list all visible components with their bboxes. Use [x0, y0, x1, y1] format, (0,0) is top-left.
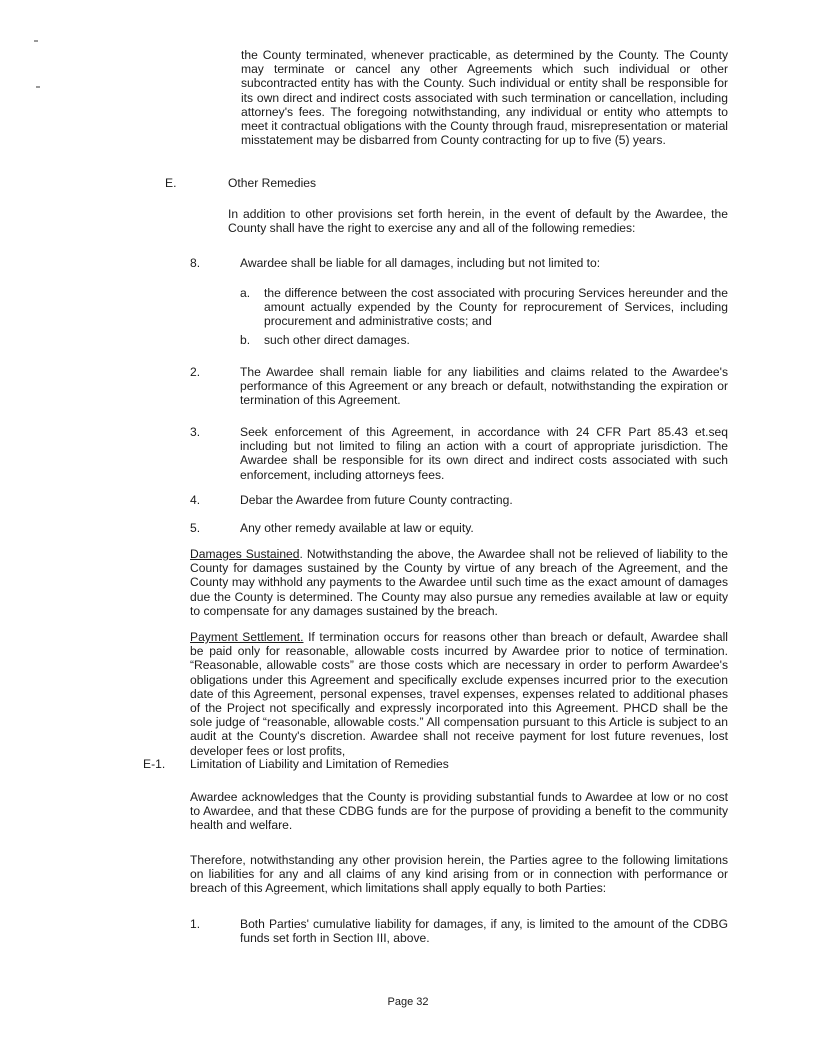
remedy-item-text: The Awardee shall remain liable for any liabilities and claims related to the Awardee's performance of this Agreement or any breach or default, notwithstanding the expiration or termination of this Agreement.: [240, 365, 728, 408]
subitem-letter: a.: [240, 286, 251, 300]
section-e1-title: Limitation of Liability and Limitation of Remedies: [190, 757, 449, 771]
remedy-item-text: Awardee shall be liable for all damages, including but not limited to:: [240, 256, 601, 270]
remedy-item-number: 3.: [190, 425, 201, 439]
section-e1-paragraph: Therefore, notwithstanding any other provision herein, the Parties agree to the following limitations on liabilities for any and all claims of any kind arising from or in connection with performance or breach of this Agreement, which limitations shall apply equally to both Parties:: [190, 853, 728, 896]
page-number: Page 32: [387, 996, 429, 1008]
remedy-item-number: 8.: [190, 256, 201, 270]
damages-sustained-heading: Damages Sustained: [190, 547, 300, 561]
section-e-label: E.: [165, 176, 177, 190]
remedy-item-text: Debar the Awardee from future County contracting.: [240, 493, 513, 507]
remedy-item-number: 5.: [190, 521, 201, 535]
section-e1-label: E-1.: [143, 757, 166, 771]
payment-settlement-heading: Payment Settlement.: [190, 630, 304, 644]
remedy-item-text: Seek enforcement of this Agreement, in accordance with 24 CFR Part 85.43 et.seq including but not limited to filing an action with a court of appropriate jurisdiction. The Awardee shall be responsible for its own direct and indirect costs associated with such enforcement, including attorneys fees.: [240, 425, 728, 482]
damages-sustained-text: . Notwithstanding the above, the Awardee shall not be relieved of liability to the County for damages sustained by the County by virtue of any breach of the Agreement, and the County may withhold any payments to the Awardee until such time as the exact amount of damages due the County is determined. The County may also pursue any remedies available at law or equity to compensate for any damages sustained by the breach.: [190, 547, 728, 618]
section-e1-paragraph: Awardee acknowledges that the County is providing substantial funds to Awardee at low or no cost to Awardee, and that these CDBG funds are for the purpose of providing a benefit to the community health and welfare.: [190, 790, 728, 833]
remedy-item-number: 4.: [190, 493, 201, 507]
subitem-letter: b.: [240, 333, 251, 347]
section-e-intro: In addition to other provisions set forth herein, in the event of default by the Awardee, the County shall have the right to exercise any and all of the following remedies:: [228, 207, 728, 236]
subitem-text: such other direct damages.: [264, 333, 410, 347]
payment-settlement-paragraph: [190, 630, 728, 758]
section-e-title: Other Remedies: [228, 176, 317, 190]
scan-speck: [34, 40, 38, 42]
continuation-paragraph: the County terminated, whenever practicable, as determined by the County. The County may terminate or cancel any other Agreements which such individual or other subcontracted entity has with the County. Such individual or entity shall be responsible for its own direct and indirect costs associated with such termination or cancellation, including attorney's fees. The foregoing notwithstanding, any individual or entity who attempts to meet it contractual obligations with the County through fraud, misrepresentation or material misstatement may be disbarred from County contracting for up to five (5) years.: [241, 48, 728, 148]
payment-settlement-text: If termination occurs for reasons other than breach or default, Awardee shall be paid only for reasonable, allowable costs incurred by Awardee prior to notice of termination. “Reasonable, allowable costs” are those costs which are necessary in order to perform Awardee's obligations under this Agreement and specifically exclude expenses incurred prior to the execution date of this Agreement, personal expenses, travel expenses, expenses related to additional phases of the Project not specifically and expressly incorporated into this Agreement. PHCD shall be the sole judge of “reasonable, allowable costs.” All compensation pursuant to this Article is subject to an audit at the County's discretion. Awardee shall not receive payment for lost future revenues, lost developer fees or lost profits,: [190, 630, 728, 758]
scan-speck: [36, 86, 40, 88]
subitem-text: the difference between the cost associated with procuring Services hereunder and the amount actually expended by the County for reprocurement of Services, including procurement and administrative costs; and: [264, 286, 728, 329]
limitation-item-number: 1.: [190, 917, 201, 931]
limitation-item-text: Both Parties' cumulative liability for damages, if any, is limited to the amount of the CDBG funds set forth in Section III, above.: [240, 917, 728, 946]
remedy-item-number: 2.: [190, 365, 201, 379]
remedy-item-text: Any other remedy available at law or equity.: [240, 521, 474, 535]
damages-sustained-paragraph: [190, 547, 728, 618]
